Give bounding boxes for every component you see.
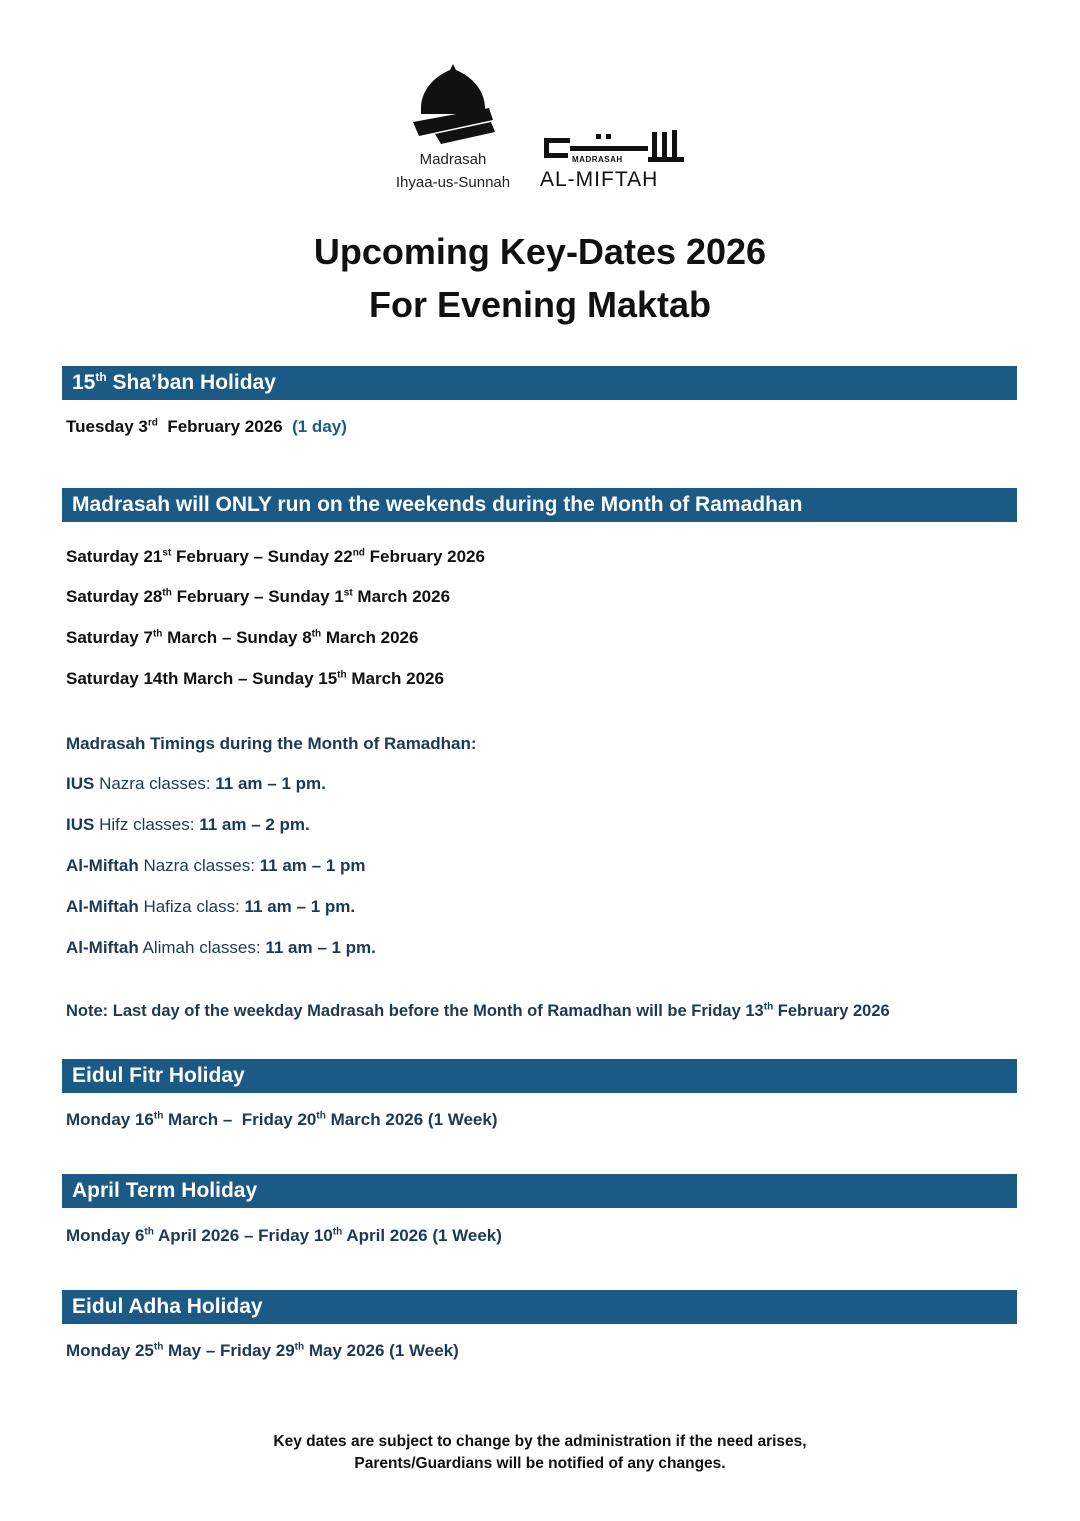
eidul-adha-dates: Monday 25th May – Friday 29th May 2026 (1 Week) bbox=[66, 1341, 459, 1360]
ius-name-line2: Ihyaa-us-Sunnah bbox=[395, 174, 511, 191]
timings-heading: Madrasah Timings during the Month of Ramadhan: bbox=[66, 734, 477, 753]
section-header-april-term: April Term Holiday bbox=[62, 1174, 1017, 1208]
eidul-fitr-dates: Monday 16th March – Friday 20th March 2026 (1 Week) bbox=[66, 1110, 498, 1129]
section-header-eidul-fitr: Eidul Fitr Holiday bbox=[62, 1059, 1017, 1093]
al-miftah-logo bbox=[540, 128, 690, 192]
ramadhan-weekend: Saturday 21st February – Sunday 22nd February 2026 bbox=[66, 547, 485, 566]
april-term-dates: Monday 6th April 2026 – Friday 10th April 2026 (1 Week) bbox=[66, 1226, 502, 1245]
al-miftah-small-label: MADRASAH bbox=[572, 155, 623, 164]
ius-name-line1: Madrasah bbox=[419, 151, 487, 168]
shaban-date: Tuesday 3rd February 2026 (1 day) bbox=[66, 417, 347, 436]
section-header-eidul-adha: Eidul Adha Holiday bbox=[62, 1290, 1017, 1324]
ramadhan-note: Note: Last day of the weekday Madrasah before the Month of Ramadhan will be Friday 13th February 2026 bbox=[66, 1001, 890, 1020]
footer-line1: Key dates are subject to change by the administration if the need arises, bbox=[273, 1433, 807, 1450]
timing-row: IUS Hifz classes: 11 am – 2 pm. bbox=[66, 815, 310, 834]
timing-row: IUS Nazra classes: 11 am – 1 pm. bbox=[66, 774, 326, 793]
page-title-line2: For Evening Maktab bbox=[368, 284, 712, 325]
ramadhan-weekend: Saturday 7th March – Sunday 8th March 2026 bbox=[66, 628, 419, 647]
al-miftah-name: AL-MIFTAH bbox=[540, 168, 659, 191]
footer-line2: Parents/Guardians will be notified of any changes. bbox=[354, 1455, 726, 1472]
timing-row: Al-Miftah Hafiza class: 11 am – 1 pm. bbox=[66, 897, 356, 916]
section-header-shaban: 15th Sha’ban Holiday bbox=[62, 366, 1017, 400]
ramadhan-weekend: Saturday 28th February – Sunday 1st March 2026 bbox=[66, 587, 451, 606]
timing-row: Al-Miftah Alimah classes: 11 am – 1 pm. bbox=[66, 938, 376, 957]
dome-icon bbox=[411, 62, 495, 146]
ius-logo bbox=[388, 62, 518, 192]
shaban-duration: (1 day) bbox=[292, 417, 347, 436]
ramadhan-weekend: Saturday 14th March – Sunday 15th March 2026 bbox=[66, 669, 444, 688]
page-title-line1: Upcoming Key-Dates 2026 bbox=[313, 231, 767, 272]
section-header-ramadhan: Madrasah will ONLY run on the weekends during the Month of Ramadhan bbox=[62, 488, 1017, 522]
timing-row: Al-Miftah Nazra classes: 11 am – 1 pm bbox=[66, 856, 366, 875]
